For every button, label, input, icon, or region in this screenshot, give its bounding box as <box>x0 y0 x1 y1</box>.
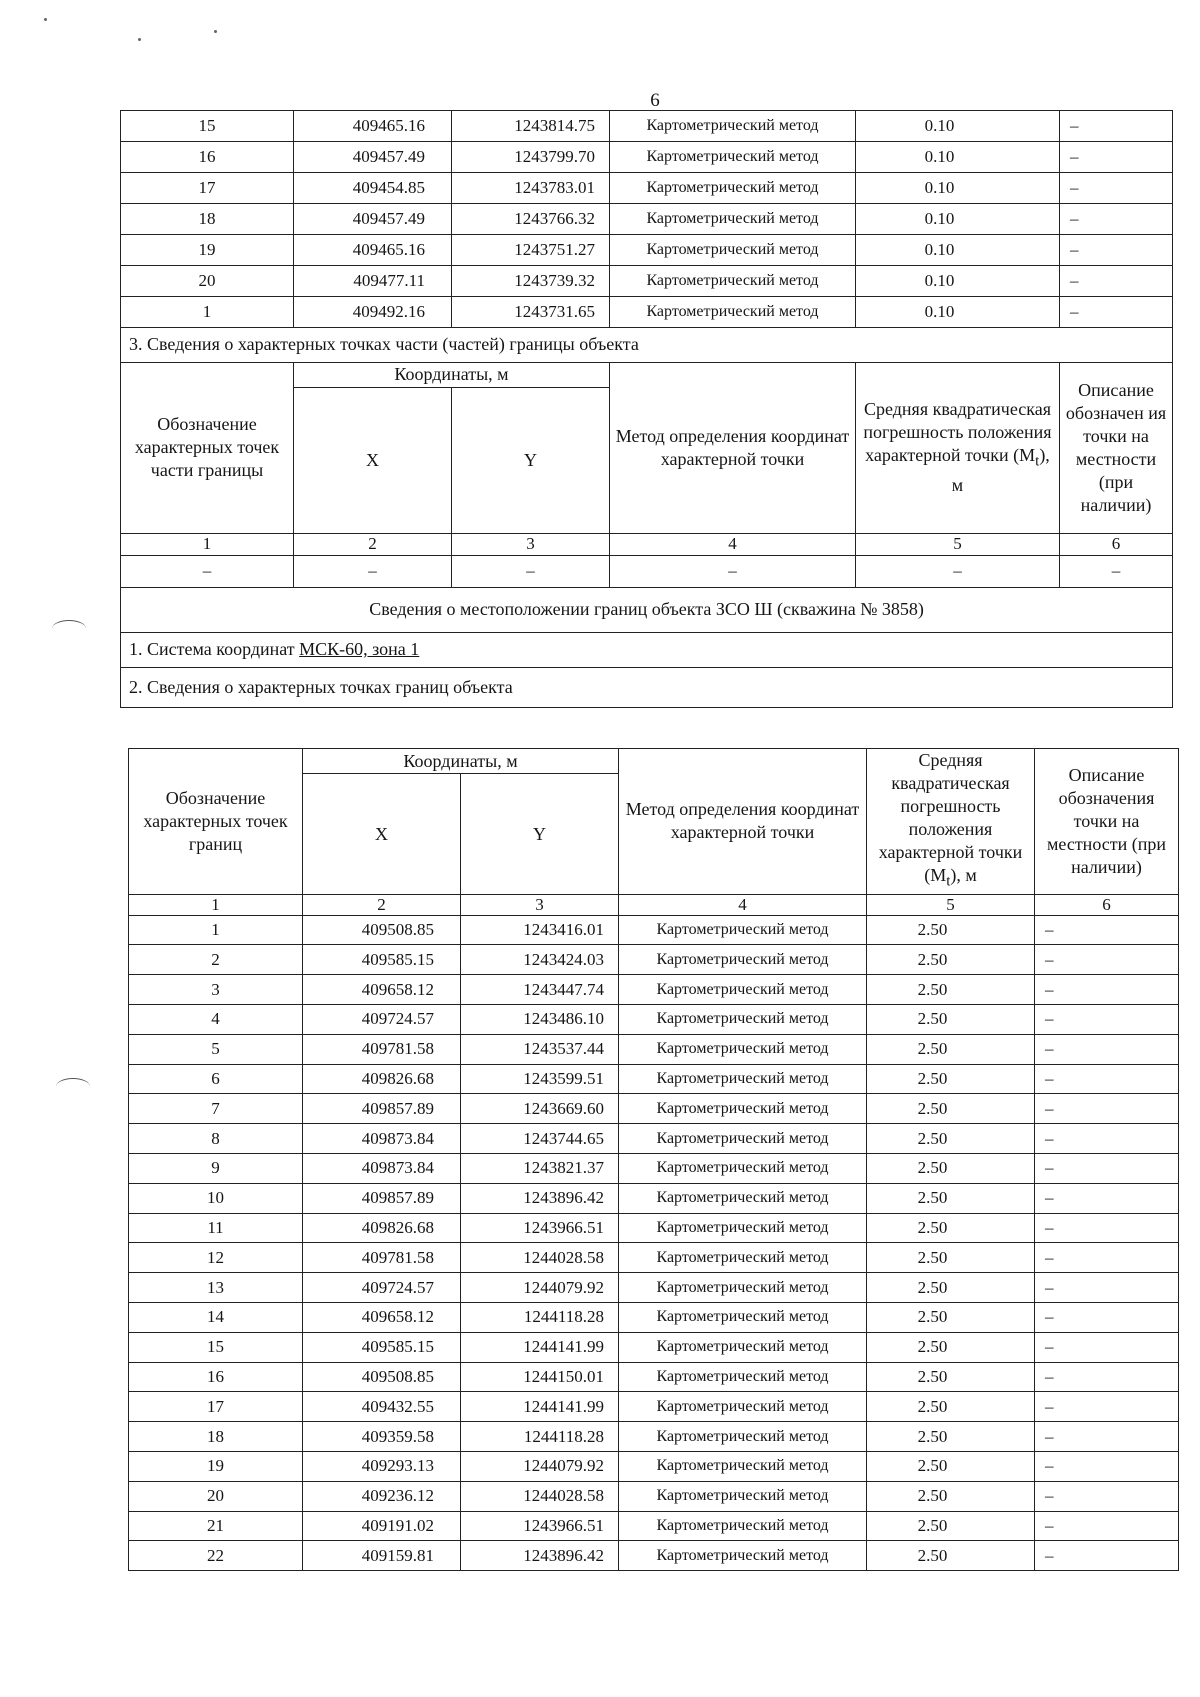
scan-speck <box>44 18 47 21</box>
y-coordinate: 1243966.51 <box>461 1213 619 1243</box>
x-coordinate: 409465.16 <box>294 111 452 142</box>
description: – <box>1035 1273 1179 1303</box>
column-index-5: 5 <box>867 894 1035 915</box>
point-number: 8 <box>129 1124 303 1154</box>
accuracy: 2.50 <box>867 1034 1035 1064</box>
point-number: 20 <box>121 266 294 297</box>
scan-speck <box>138 38 141 41</box>
accuracy: 2.50 <box>867 1124 1035 1154</box>
point-number: 14 <box>129 1302 303 1332</box>
table-row <box>129 1511 1179 1541</box>
description: – <box>1035 1392 1179 1422</box>
table-row <box>129 1153 1179 1183</box>
column-index-4: 4 <box>610 533 856 555</box>
table-row <box>129 1541 1179 1571</box>
point-number: 3 <box>129 975 303 1005</box>
x-coordinate: 409293.13 <box>303 1451 461 1481</box>
x-coordinate: 409585.15 <box>303 945 461 975</box>
header-description: Описание обозначен ия точки на местности (при наличии) <box>1060 362 1173 533</box>
zso-header-x: X <box>303 774 461 894</box>
x-coordinate: 409508.85 <box>303 1362 461 1392</box>
method: Картометрический метод <box>610 111 856 142</box>
x-coordinate: 409508.85 <box>303 915 461 945</box>
table-row <box>121 204 1173 235</box>
method: Картометрический метод <box>619 1481 867 1511</box>
y-coordinate: 1243783.01 <box>452 173 610 204</box>
method: Картометрический метод <box>619 1362 867 1392</box>
scan-speck <box>214 30 217 33</box>
column-index-3: 3 <box>452 533 610 555</box>
header-point-designation: Обозначение характерных точек части границы <box>121 362 294 533</box>
y-coordinate: 1243537.44 <box>461 1034 619 1064</box>
point-number: 1 <box>129 915 303 945</box>
x-coordinate: 409781.58 <box>303 1243 461 1273</box>
section3-table <box>120 327 1173 708</box>
y-coordinate: 1243739.32 <box>452 266 610 297</box>
description: – <box>1035 1302 1179 1332</box>
zso-points-block <box>128 748 1178 1571</box>
description: – <box>1060 204 1173 235</box>
description: – <box>1035 1243 1179 1273</box>
column-index-6: 6 <box>1060 533 1173 555</box>
header-coordinates: Координаты, м <box>294 362 610 387</box>
x-coordinate: 409159.81 <box>303 1541 461 1571</box>
description: – <box>1035 1034 1179 1064</box>
accuracy: 2.50 <box>867 1153 1035 1183</box>
point-number: 7 <box>129 1094 303 1124</box>
description: – <box>1035 1064 1179 1094</box>
accuracy: 2.50 <box>867 1362 1035 1392</box>
empty-cell-1: – <box>121 555 294 587</box>
description: – <box>1035 915 1179 945</box>
table-row <box>129 1064 1179 1094</box>
y-coordinate: 1243424.03 <box>461 945 619 975</box>
accuracy: 2.50 <box>867 975 1035 1005</box>
header-y: Y <box>452 387 610 533</box>
description: – <box>1060 111 1173 142</box>
y-coordinate: 1244079.92 <box>461 1451 619 1481</box>
continuation-block <box>120 110 1172 708</box>
point-number: 11 <box>129 1213 303 1243</box>
method: Картометрический метод <box>610 142 856 173</box>
point-number: 18 <box>129 1422 303 1452</box>
description: – <box>1060 266 1173 297</box>
method: Картометрический метод <box>619 1302 867 1332</box>
method: Картометрический метод <box>619 1451 867 1481</box>
x-coordinate: 409873.84 <box>303 1153 461 1183</box>
point-number: 4 <box>129 1004 303 1034</box>
header-method: Метод определения координат характерной точки <box>610 362 856 533</box>
table-row <box>129 1362 1179 1392</box>
y-coordinate: 1243486.10 <box>461 1004 619 1034</box>
header-accuracy-sub: t <box>1035 453 1040 470</box>
accuracy: 2.50 <box>867 1064 1035 1094</box>
table-row <box>121 142 1173 173</box>
accuracy: 2.50 <box>867 1004 1035 1034</box>
accuracy: 0.10 <box>856 204 1060 235</box>
method: Картометрический метод <box>619 945 867 975</box>
table-row <box>129 1451 1179 1481</box>
y-coordinate: 1243896.42 <box>461 1183 619 1213</box>
x-coordinate: 409873.84 <box>303 1124 461 1154</box>
y-coordinate: 1243447.74 <box>461 975 619 1005</box>
zso-title: Сведения о местоположении границ объекта ЗСО Ш (скважина № 3858) <box>121 587 1173 632</box>
empty-cell-2: – <box>294 555 452 587</box>
description: – <box>1035 1422 1179 1452</box>
x-coordinate: 409658.12 <box>303 975 461 1005</box>
method: Картометрический метод <box>619 1094 867 1124</box>
point-number: 19 <box>129 1451 303 1481</box>
method: Картометрический метод <box>619 1392 867 1422</box>
method: Картометрический метод <box>619 1541 867 1571</box>
description: – <box>1035 1511 1179 1541</box>
method: Картометрический метод <box>619 1183 867 1213</box>
point-number: 6 <box>129 1064 303 1094</box>
column-index-2: 2 <box>303 894 461 915</box>
method: Картометрический метод <box>610 204 856 235</box>
description: – <box>1035 1004 1179 1034</box>
table-row <box>121 111 1173 142</box>
y-coordinate: 1243744.65 <box>461 1124 619 1154</box>
table-row <box>129 1183 1179 1213</box>
accuracy: 2.50 <box>867 1422 1035 1452</box>
zso-boundary-points-table <box>128 748 1179 1571</box>
method: Картометрический метод <box>619 1243 867 1273</box>
column-index-2: 2 <box>294 533 452 555</box>
x-coordinate: 409236.12 <box>303 1481 461 1511</box>
table-row <box>129 1243 1179 1273</box>
x-coordinate: 409857.89 <box>303 1183 461 1213</box>
point-number: 17 <box>121 173 294 204</box>
point-number: 16 <box>121 142 294 173</box>
description: – <box>1035 975 1179 1005</box>
point-number: 15 <box>129 1332 303 1362</box>
point-number: 20 <box>129 1481 303 1511</box>
accuracy: 2.50 <box>867 1332 1035 1362</box>
table-row <box>129 1004 1179 1034</box>
zso-header-coordinates: Координаты, м <box>303 749 619 774</box>
description: – <box>1035 1213 1179 1243</box>
x-coordinate: 409492.16 <box>294 297 452 328</box>
method: Картометрический метод <box>619 1332 867 1362</box>
accuracy: 2.50 <box>867 1183 1035 1213</box>
header-accuracy-unit: ), м <box>951 445 1050 495</box>
method: Картометрический метод <box>619 975 867 1005</box>
empty-cell-6: – <box>1060 555 1173 587</box>
y-coordinate: 1244141.99 <box>461 1392 619 1422</box>
x-coordinate: 409658.12 <box>303 1302 461 1332</box>
y-coordinate: 1244141.99 <box>461 1332 619 1362</box>
method: Картометрический метод <box>619 1273 867 1303</box>
zso-header-accuracy <box>867 749 1035 895</box>
accuracy: 0.10 <box>856 173 1060 204</box>
x-coordinate: 409781.58 <box>303 1034 461 1064</box>
y-coordinate: 1243751.27 <box>452 235 610 266</box>
table-row <box>129 1034 1179 1064</box>
table-row <box>129 1481 1179 1511</box>
point-number: 12 <box>129 1243 303 1273</box>
accuracy: 2.50 <box>867 1243 1035 1273</box>
punch-hole-mark <box>56 1078 90 1095</box>
method: Картометрический метод <box>619 1213 867 1243</box>
coordinate-system-label: 1. Система координат <box>129 639 300 659</box>
column-index-6: 6 <box>1035 894 1179 915</box>
point-number: 21 <box>129 1511 303 1541</box>
method: Картометрический метод <box>619 1124 867 1154</box>
x-coordinate: 409724.57 <box>303 1004 461 1034</box>
column-index-5: 5 <box>856 533 1060 555</box>
point-number: 10 <box>129 1183 303 1213</box>
point-number: 9 <box>129 1153 303 1183</box>
table-row <box>129 915 1179 945</box>
y-coordinate: 1243416.01 <box>461 915 619 945</box>
y-coordinate: 1243821.37 <box>461 1153 619 1183</box>
table-row <box>129 1094 1179 1124</box>
x-coordinate: 409191.02 <box>303 1511 461 1541</box>
point-number: 19 <box>121 235 294 266</box>
x-coordinate: 409585.15 <box>303 1332 461 1362</box>
y-coordinate: 1244079.92 <box>461 1273 619 1303</box>
header-x: X <box>294 387 452 533</box>
accuracy: 2.50 <box>867 1481 1035 1511</box>
description: – <box>1060 235 1173 266</box>
section3-title: 3. Сведения о характерных точках части (частей) границы объекта <box>121 327 1173 362</box>
accuracy: 2.50 <box>867 915 1035 945</box>
y-coordinate: 1244028.58 <box>461 1481 619 1511</box>
column-index-4: 4 <box>619 894 867 915</box>
point-number: 17 <box>129 1392 303 1422</box>
coordinate-system-line <box>121 632 1173 667</box>
description: – <box>1035 1332 1179 1362</box>
y-coordinate: 1243896.42 <box>461 1541 619 1571</box>
y-coordinate: 1243731.65 <box>452 297 610 328</box>
x-coordinate: 409457.49 <box>294 142 452 173</box>
table-row <box>129 975 1179 1005</box>
method: Картометрический метод <box>610 173 856 204</box>
zso-header-description: Описание обозначения точки на местности (при наличии) <box>1035 749 1179 895</box>
table-row <box>129 1124 1179 1154</box>
table-row <box>129 945 1179 975</box>
table-row <box>129 1302 1179 1332</box>
accuracy: 2.50 <box>867 1273 1035 1303</box>
header-accuracy-text: Средняя квадратическая погрешность положения характерной точки (M <box>863 399 1052 466</box>
y-coordinate: 1243966.51 <box>461 1511 619 1541</box>
x-coordinate: 409454.85 <box>294 173 452 204</box>
description: – <box>1060 173 1173 204</box>
point-number: 18 <box>121 204 294 235</box>
coordinate-system-value: МСК-60, зона 1 <box>299 639 420 659</box>
point-number: 15 <box>121 111 294 142</box>
method: Картометрический метод <box>610 235 856 266</box>
accuracy: 0.10 <box>856 235 1060 266</box>
zso-header-accuracy-text: Средняя квадратическая погрешность положения характерной точки (M <box>878 750 1023 885</box>
table-row <box>129 1422 1179 1452</box>
description: – <box>1035 1183 1179 1213</box>
column-index-1: 1 <box>121 533 294 555</box>
method: Картометрический метод <box>619 1422 867 1452</box>
table-row <box>129 1273 1179 1303</box>
description: – <box>1035 1094 1179 1124</box>
accuracy: 2.50 <box>867 1511 1035 1541</box>
x-coordinate: 409826.68 <box>303 1064 461 1094</box>
description: – <box>1060 142 1173 173</box>
table-row <box>121 266 1173 297</box>
description: – <box>1035 1362 1179 1392</box>
empty-cell-3: – <box>452 555 610 587</box>
column-index-3: 3 <box>461 894 619 915</box>
accuracy: 2.50 <box>867 1094 1035 1124</box>
point-number: 13 <box>129 1273 303 1303</box>
table-row <box>121 235 1173 266</box>
accuracy: 2.50 <box>867 1392 1035 1422</box>
accuracy: 2.50 <box>867 1302 1035 1332</box>
point-number: 22 <box>129 1541 303 1571</box>
y-coordinate: 1243669.60 <box>461 1094 619 1124</box>
x-coordinate: 409857.89 <box>303 1094 461 1124</box>
x-coordinate: 409724.57 <box>303 1273 461 1303</box>
accuracy: 0.10 <box>856 111 1060 142</box>
x-coordinate: 409465.16 <box>294 235 452 266</box>
y-coordinate: 1243766.32 <box>452 204 610 235</box>
zso-section2-title: 2. Сведения о характерных точках границ объекта <box>121 667 1173 707</box>
description: – <box>1035 945 1179 975</box>
method: Картометрический метод <box>619 915 867 945</box>
accuracy: 0.10 <box>856 266 1060 297</box>
empty-cell-5: – <box>856 555 1060 587</box>
description: – <box>1035 1124 1179 1154</box>
zso-header-y: Y <box>461 774 619 894</box>
y-coordinate: 1243799.70 <box>452 142 610 173</box>
zso-header-point-designation: Обозначение характерных точек границ <box>129 749 303 895</box>
description: – <box>1035 1481 1179 1511</box>
column-index-1: 1 <box>129 894 303 915</box>
empty-cell-4: – <box>610 555 856 587</box>
punch-hole-mark <box>52 620 86 637</box>
y-coordinate: 1243599.51 <box>461 1064 619 1094</box>
point-number: 1 <box>121 297 294 328</box>
x-coordinate: 409457.49 <box>294 204 452 235</box>
method: Картометрический метод <box>619 1034 867 1064</box>
header-accuracy <box>856 362 1060 533</box>
method: Картометрический метод <box>619 1153 867 1183</box>
x-coordinate: 409359.58 <box>303 1422 461 1452</box>
accuracy: 2.50 <box>867 1541 1035 1571</box>
description: – <box>1060 297 1173 328</box>
y-coordinate: 1244028.58 <box>461 1243 619 1273</box>
method: Картометрический метод <box>610 266 856 297</box>
description: – <box>1035 1451 1179 1481</box>
zso-header-accuracy-unit: ), м <box>950 865 977 885</box>
point-number: 16 <box>129 1362 303 1392</box>
accuracy: 2.50 <box>867 1451 1035 1481</box>
y-coordinate: 1244150.01 <box>461 1362 619 1392</box>
y-coordinate: 1244118.28 <box>461 1302 619 1332</box>
x-coordinate: 409826.68 <box>303 1213 461 1243</box>
zso-header-accuracy-sub: t <box>946 873 951 890</box>
y-coordinate: 1243814.75 <box>452 111 610 142</box>
method: Картометрический метод <box>610 297 856 328</box>
accuracy: 2.50 <box>867 945 1035 975</box>
table-row <box>129 1332 1179 1362</box>
table-row <box>121 173 1173 204</box>
zso-header-method: Метод определения координат характерной точки <box>619 749 867 895</box>
accuracy: 0.10 <box>856 142 1060 173</box>
table-row <box>129 1213 1179 1243</box>
y-coordinate: 1244118.28 <box>461 1422 619 1452</box>
accuracy: 2.50 <box>867 1213 1035 1243</box>
description: – <box>1035 1153 1179 1183</box>
method: Картометрический метод <box>619 1064 867 1094</box>
accuracy: 0.10 <box>856 297 1060 328</box>
x-coordinate: 409477.11 <box>294 266 452 297</box>
boundary-points-continuation-table <box>120 110 1173 328</box>
x-coordinate: 409432.55 <box>303 1392 461 1422</box>
point-number: 5 <box>129 1034 303 1064</box>
method: Картометрический метод <box>619 1004 867 1034</box>
description: – <box>1035 1541 1179 1571</box>
page-number: 6 <box>650 90 660 111</box>
table-row <box>129 1392 1179 1422</box>
method: Картометрический метод <box>619 1511 867 1541</box>
point-number: 2 <box>129 945 303 975</box>
table-row <box>121 297 1173 328</box>
